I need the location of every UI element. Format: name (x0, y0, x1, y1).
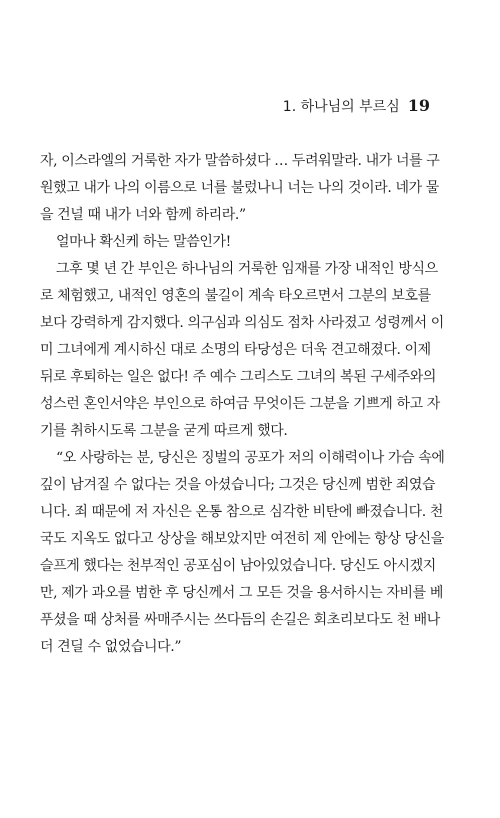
text-line: 을 건널 때 내가 너와 함께 하리라.” (40, 207, 246, 223)
text-line: 푸셨을 때 상처를 싸매주시는 쓰다듬의 손길은 회초리보다도 천 배나 (40, 612, 440, 628)
text-line: 니다. 죄 때문에 저 자신은 온통 참으로 심각한 비탄에 빠졌습니다. 천 (40, 504, 443, 520)
text-line: 슬프게 했다는 천부적인 공포심이 남아있었습니다. 당신도 아시겠지 (40, 558, 436, 574)
text-line: 뒤로 후퇴하는 일은 없다! 주 예수 그리스도 그녀의 복된 구세주와의 (40, 369, 437, 385)
page-number: 19 (407, 96, 430, 115)
text-line: 미 그녀에게 계시하신 대로 소명의 타당성은 더욱 견고해졌다. 이제 (40, 342, 431, 358)
text-line: 깊이 남겨질 수 없다는 것을 아셨습니다; 그것은 당신께 범한 죄였습 (40, 477, 436, 493)
text-line: 자, 이스라엘의 거룩한 자가 말씀하셨다 … 두려워말라. 내가 너를 구 (40, 153, 440, 169)
text-line: 원했고 내가 나의 이름으로 너를 불렀나니 너는 나의 것이라. 네가 물 (40, 180, 439, 196)
text-line: 얼마나 확신케 하는 말씀인가! (56, 234, 231, 250)
text-line: 그후 몇 년 간 부인은 하나님의 거룩한 임재를 가장 내적인 방식으 (56, 261, 438, 277)
text-line: 더 견딜 수 없었습니다.” (40, 639, 182, 655)
text-line: 보다 강력하게 감지했다. 의구심과 의심도 점차 사라졌고 성령께서 이 (40, 315, 444, 331)
chapter-title: 1. 하나님의 부르심 (282, 99, 400, 115)
body-text (40, 148, 460, 661)
text-line: 로 체험했고, 내적인 영혼의 불길이 계속 타오르면서 그분의 보호를 (40, 288, 431, 304)
text-line: 기를 취하시도록 그분을 굳게 따르게 했다. (40, 423, 288, 439)
text-line: 성스런 혼인서약은 부인으로 하여금 무엇이든 그분을 기쁘게 하고 자 (40, 396, 440, 412)
running-header (283, 96, 430, 117)
text-line: 국도 지옥도 없다고 상상을 해보았지만 여전히 제 안에는 항상 당신을 (40, 531, 444, 547)
text-line: “오 사랑하는 분, 당신은 징벌의 공포가 저의 이해력이나 가슴 속에 (56, 450, 445, 466)
text-line: 만, 제가 과오를 범한 후 당신께서 그 모든 것을 용서하시는 자비를 베 (40, 585, 443, 601)
